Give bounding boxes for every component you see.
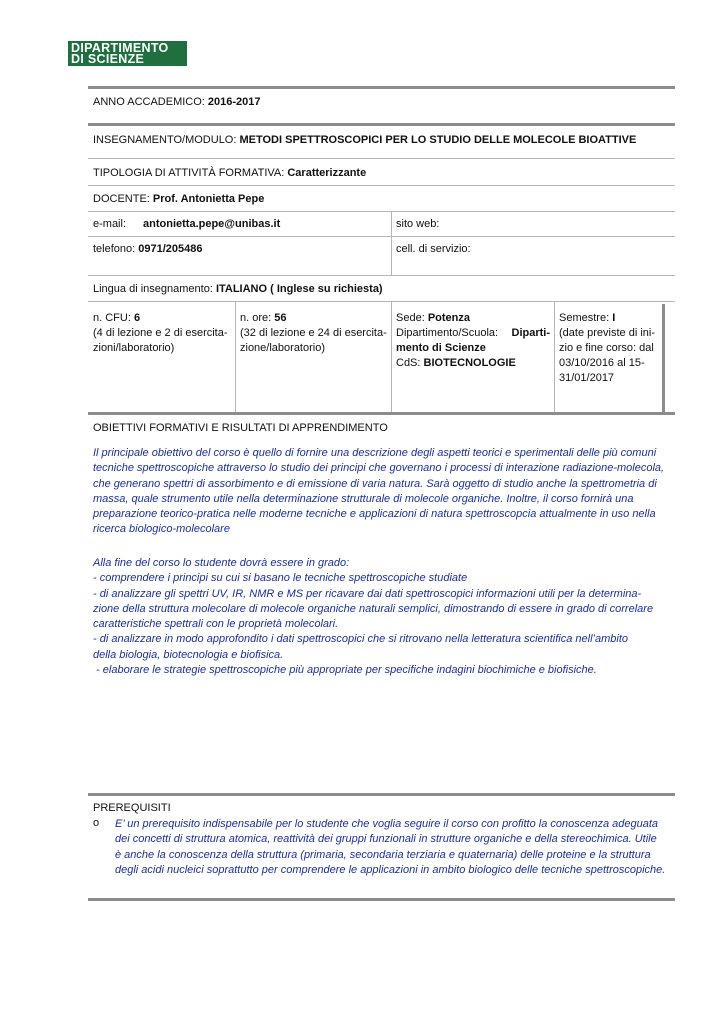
cds-value: BIOTECNOLOGIE	[423, 357, 516, 369]
cfu-line-3: zioni/laboratorio)	[93, 342, 175, 354]
logo-line-2: DI SCIENZE	[71, 52, 145, 66]
docente-value: Prof. Antonietta Pepe	[152, 193, 265, 205]
text-line: E’ un prerequisito indispensabile per lo studente che voglia seguire il corso con profitto la conoscenza adeguata	[115, 818, 659, 830]
sede-cell	[396, 311, 550, 371]
sede-dipartimento-value: Diparti-	[511, 327, 550, 339]
telefono-row	[93, 243, 203, 255]
column-divider	[554, 301, 555, 413]
text-line: Il principale obiettivo del corso è quello di fornire una descrizione degli aspetti teorici e sperimentali delle più comuni	[93, 447, 657, 459]
telefono-label: telefono:	[93, 243, 139, 255]
text-line: che generano spettri di assorbimento e di emissione di varia natura. Sarà oggetto di studio anche la spettrometria di	[93, 477, 657, 490]
semestre-value: I	[612, 312, 616, 324]
prerequisiti-heading: PREREQUISITI	[93, 802, 171, 814]
text-line: dei concetti di struttura atomica, reattività dei gruppi funzionali in strutture organiche e della stereochimica. Utile	[115, 833, 657, 846]
text-line: - di analizzare in modo approfondito i dati spettroscopici che si ritrovano nella letteratura scientifica nell’ambito	[93, 633, 628, 646]
docente-row	[93, 193, 264, 205]
sede-label: Sede:	[396, 312, 428, 324]
ore-value: 56	[274, 312, 287, 324]
text-line: - di analizzare gli spettri UV, IR, NMR e MS per ricavare dai dati spettroscopici informazioni utili per la determina-	[93, 587, 642, 600]
telefono-value: 0971/205486	[138, 243, 203, 255]
sito-label: sito web:	[396, 218, 440, 230]
text-line: ricerca biologico-molecolare	[93, 523, 230, 536]
semestre-line-2: (date previste di ini-	[559, 327, 655, 339]
obiettivi-paragraph-1	[93, 446, 673, 538]
tipologia-row	[93, 167, 366, 179]
cfu-value: 6	[133, 312, 141, 324]
cds-label: CdS:	[396, 357, 424, 369]
ore-line-2: (32 di lezione e 24 di esercita-	[240, 327, 387, 339]
insegnamento-row	[93, 134, 636, 146]
semestre-line-3: zio e fine corso: dal	[559, 342, 654, 354]
divider	[88, 898, 675, 901]
cfu-line-2: (4 di lezione e 2 di esercita-	[93, 327, 228, 339]
sede-value: Potenza	[427, 312, 470, 324]
email-value[interactable]: antonietta.pepe@unibas.it	[143, 218, 281, 230]
ore-label: n. ore:	[240, 312, 275, 324]
sede-line-3: mento di Scienze	[396, 342, 486, 354]
text-line: della biologia, biotecnologia e biofisica.	[93, 648, 284, 661]
logo-line-1: DIPARTIMENTO	[71, 41, 169, 55]
cfu-label: n. CFU:	[93, 312, 134, 324]
department-logo	[68, 41, 187, 66]
insegnamento-value: METODI SPETTROSCOPICI PER LO STUDIO DELLE MOLECOLE BIOATTIVE	[239, 134, 637, 146]
divider	[88, 301, 675, 302]
table-right-border	[662, 304, 665, 413]
text-line: massa, quale strumento utile nella determinazione strutturale di molecole organiche. Inoltre, il corso fornirà una	[93, 492, 634, 505]
column-divider	[391, 211, 392, 275]
column-divider	[235, 301, 236, 413]
text-line: preparazione teorico-pratica nelle moderne tecniche e applicazioni di natura spettroscopcia attualmente in uso nella	[93, 508, 656, 521]
obiettivi-heading: OBIETTIVI FORMATIVI E RISULTATI DI APPRENDIMENTO	[93, 422, 388, 434]
text-line: Alla fine del corso lo studente dovrà essere in grado:	[93, 557, 350, 569]
email-row	[93, 218, 280, 230]
cell-label: cell. di servizio:	[396, 243, 471, 255]
anno-value: 2016-2017	[207, 96, 261, 108]
insegnamento-label: INSEGNAMENTO/MODULO:	[93, 134, 240, 146]
text-line: caratteristiche spettrali con le proprietà molecolari.	[93, 618, 339, 631]
lingua-row	[93, 283, 383, 295]
divider	[88, 123, 675, 126]
email-label: e-mail:	[93, 218, 127, 230]
docente-label: DOCENTE:	[93, 193, 153, 205]
tipologia-value: Caratterizzante	[287, 167, 367, 179]
divider	[88, 412, 675, 415]
divider	[88, 793, 675, 796]
divider	[88, 185, 675, 186]
text-line: - elaborare le strategie spettroscopiche più appropriate per specifiche indagini biochimiche e biofisiche.	[93, 664, 597, 677]
divider	[88, 158, 675, 159]
text-line: zione della struttura molecolare di molecole organiche naturali semplici, dimostrando di essere in grado di correlare	[93, 602, 654, 615]
semestre-label: Semestre:	[559, 312, 613, 324]
divider	[88, 211, 675, 212]
text-line: tecniche spettroscopiche attraverso lo studio dei principi che governano i processi di interazione radiazione-molecola,	[93, 462, 665, 475]
sede-dipartimento-label: Dipartimento/Scuola:	[396, 327, 499, 339]
lingua-label: Lingua di insegnamento:	[93, 283, 216, 295]
anno-label: ANNO ACCADEMICO:	[93, 96, 208, 108]
text-line: - comprendere i principi su cui si basano le tecniche spettroscopiche studiate	[93, 572, 468, 585]
text-line: degli acidi nucleici soprattutto per comprendere le applicazioni in ambito biologico delle tecniche spettroscopiche.	[115, 863, 666, 876]
obiettivi-paragraph-2	[93, 556, 673, 678]
semestre-line-4: 03/10/2016 al 15-	[559, 357, 645, 369]
ore-line-3: zione/laboratorio)	[240, 342, 325, 354]
tipologia-label: TIPOLOGIA DI ATTIVITÀ FORMATIVA:	[93, 167, 288, 179]
divider	[88, 236, 675, 237]
cfu-cell	[93, 311, 228, 356]
ore-cell	[240, 311, 387, 356]
prerequisiti-text	[115, 817, 675, 878]
semestre-line-5: 31/01/2017	[559, 372, 615, 384]
divider	[88, 275, 675, 276]
lingua-value: ITALIANO ( Inglese su richiesta)	[215, 283, 383, 295]
divider	[88, 86, 675, 89]
anno-row	[93, 96, 261, 108]
semestre-cell	[559, 311, 655, 386]
text-line: è anche la conoscenza della struttura (primaria, secondaria terziaria e quaternaria) delle proteine e la struttura	[115, 848, 651, 861]
bullet-marker: o	[93, 817, 100, 829]
column-divider	[391, 301, 392, 413]
